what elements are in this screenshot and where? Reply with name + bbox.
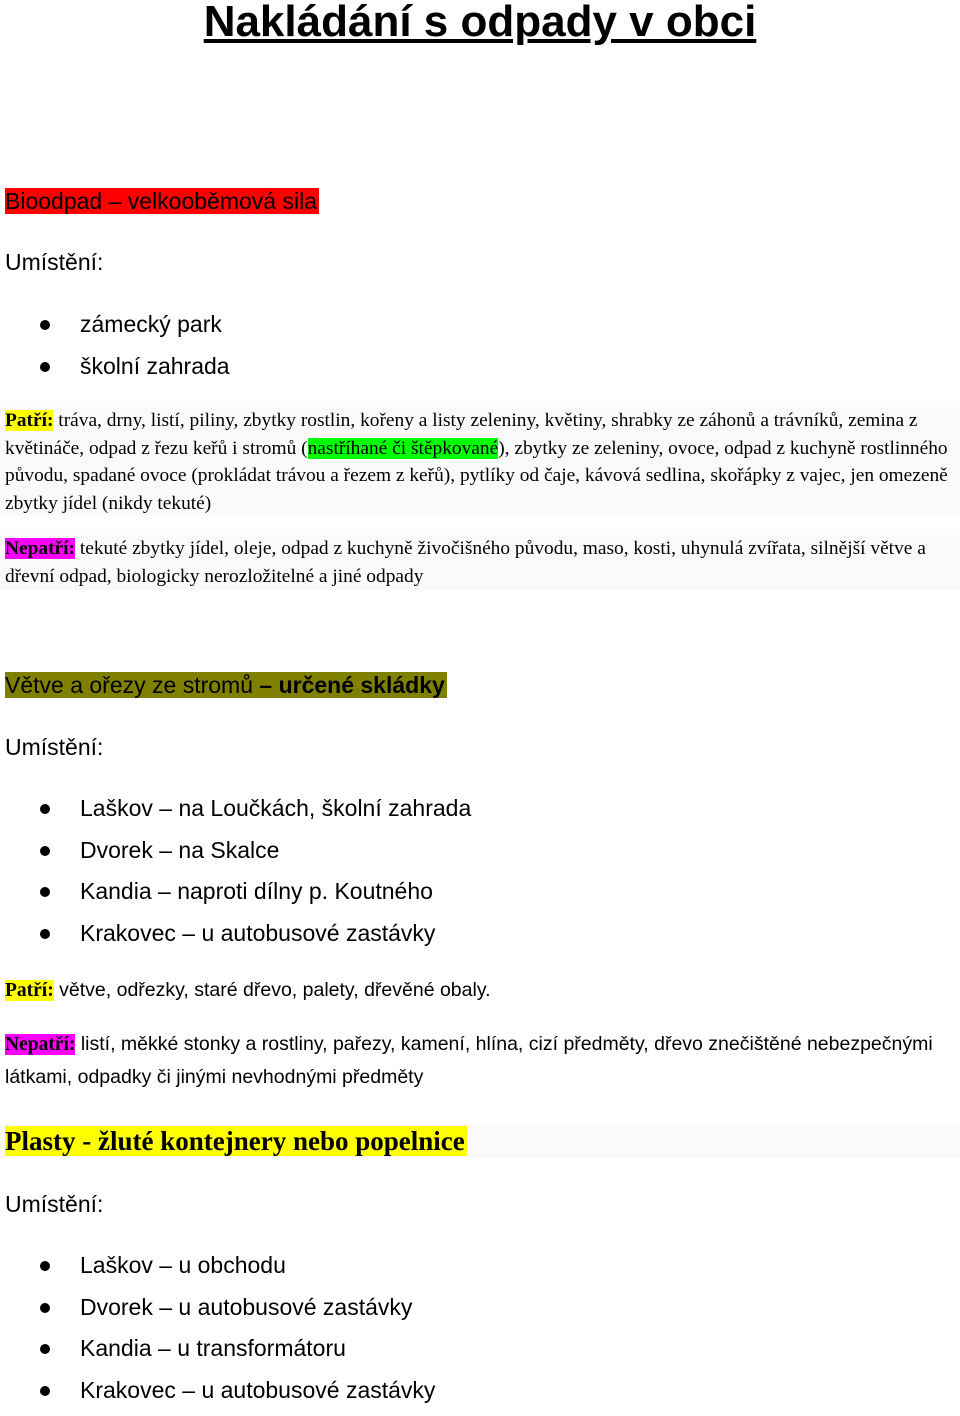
plastic-location-list — [40, 1250, 435, 1416]
bullet-icon — [40, 1386, 50, 1396]
bio-belongs-text-a: tráva, drny, listí, piliny, zbytky rostlin, kořeny a listy zeleniny, květiny, shrabky ze záhonů a trávníků, zemina z květináče, odpad z řezu keřů i stromů ( — [5, 410, 918, 459]
bio-location-label: Umístění: — [5, 247, 103, 277]
branches-belongs-paragraph — [5, 975, 955, 1006]
list-item — [40, 309, 230, 351]
branches-not-paragraph — [5, 1028, 955, 1094]
section-heading-branches — [5, 668, 447, 702]
bio-belongs-text-b: ), zbytky ze zeleniny, ovoce, odpad z kuchyně rostlinného původu, spadané ovoce (prokládat trávou a řezem z keřů), pytlíky od čaje, kávová sedlina, skořápky z vajec, jen omezeně zbytky jídel (nikdy tekuté) — [5, 438, 948, 514]
bullet-icon — [40, 1303, 50, 1313]
bio-heading-text: Bioodpad – velkooběmová sila — [5, 188, 319, 214]
bullet-icon — [40, 846, 50, 856]
list-item-text: Krakovec – u autobusové zastávky — [80, 920, 435, 946]
list-item — [40, 918, 471, 960]
bullet-icon — [40, 929, 50, 939]
branches-location-label: Umístění: — [5, 732, 103, 762]
bullet-icon — [40, 362, 50, 372]
bio-not-label: Nepatří: — [5, 538, 75, 559]
bio-not-text: tekuté zbytky jídel, oleje, odpad z kuchyně živočišného původu, maso, kosti, uhynulá zvířata, silnější větve a dřevní odpad, biologicky nerozložitelné a jiné odpady — [5, 538, 926, 587]
bio-belongs-highlight: nastříhané či štěpkované — [308, 438, 499, 459]
bio-belongs-paragraph — [0, 407, 960, 515]
list-item-text: Laškov – u obchodu — [80, 1252, 286, 1278]
plastic-heading-text: Plasty - žluté kontejnery nebo popelnice — [5, 1126, 467, 1156]
list-item — [40, 876, 471, 918]
list-item — [40, 1375, 435, 1416]
branches-belongs-text: větve, odřezky, staré dřevo, palety, dřevěné obaly. — [54, 979, 491, 1001]
list-item-text: Dvorek – na Skalce — [80, 837, 279, 863]
branches-heading-text-a: Větve a ořezy ze stromů — [5, 672, 259, 698]
plastic-location-label: Umístění: — [5, 1189, 103, 1219]
list-item-text: Laškov – na Loučkách, školní zahrada — [80, 795, 471, 821]
list-item — [40, 835, 471, 877]
section-heading-plastic — [5, 1124, 467, 1158]
list-item-text: Dvorek – u autobusové zastávky — [80, 1294, 412, 1320]
branches-heading-text-b: – určené skládky — [259, 672, 444, 698]
list-item-text: Krakovec – u autobusové zastávky — [80, 1377, 435, 1403]
page-title: Nakládání s odpady v obci — [0, 0, 960, 50]
bio-not-paragraph — [0, 535, 960, 590]
branches-heading — [5, 672, 447, 698]
section-heading-bio — [5, 184, 319, 218]
list-item — [40, 351, 230, 393]
list-item — [40, 793, 471, 835]
list-item — [40, 1292, 435, 1334]
branches-belongs-label: Patří: — [5, 980, 54, 1001]
bullet-icon — [40, 320, 50, 330]
branches-not-label: Nepatří: — [5, 1034, 75, 1055]
bullet-icon — [40, 887, 50, 897]
list-item-text: školní zahrada — [80, 353, 230, 379]
bio-belongs-label: Patří: — [5, 410, 53, 431]
branches-not-text: listí, měkké stonky a rostliny, pařezy, kamení, hlína, cizí předměty, dřevo znečištěné nebezpečnými látkami, odpadky či jinými nevhodnými předměty — [5, 1033, 933, 1088]
bullet-icon — [40, 804, 50, 814]
list-item-text: zámecký park — [80, 311, 222, 337]
list-item-text: Kandia – u transformátoru — [80, 1335, 346, 1361]
bullet-icon — [40, 1261, 50, 1271]
bullet-icon — [40, 1344, 50, 1354]
branches-location-list — [40, 793, 471, 959]
list-item — [40, 1333, 435, 1375]
bio-location-list — [40, 309, 230, 392]
list-item-text: Kandia – naproti dílny p. Koutného — [80, 878, 433, 904]
list-item — [40, 1250, 435, 1292]
